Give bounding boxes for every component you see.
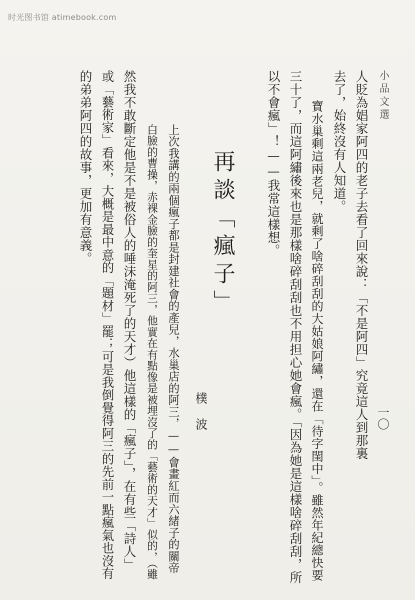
running-header-title: 小品文選 bbox=[377, 70, 388, 122]
article-author: 樸波 bbox=[194, 392, 208, 444]
text-column: 以不會瘋」！——我常這樣想。 bbox=[266, 70, 281, 257]
text-column: 上次我講的兩個瘋子都是封建社會的產兒，水巢店的阿三，——會畫紅而六緒子的關帝 bbox=[167, 124, 180, 574]
text-column: 人貶為娼家阿四的老子去看了回來說：「不是阿四」究竟這人到那裏 bbox=[354, 70, 369, 460]
article-title: 再談「瘋子」 bbox=[210, 150, 235, 318]
text-column: 或「藝術家」看來，大概是最中意的「題材」罷；可是我倒覺得阿三的先前一點瘋氣也沒有 bbox=[100, 70, 114, 580]
page-number: 一〇 bbox=[376, 406, 390, 430]
text-column: 去了，始終沒有人知道。 bbox=[332, 70, 347, 213]
text-column: 三十了，而這阿繡後來也是那樣啥碎刮刮也不用担心她會瘋。「因為她是這樣啥碎刮刮，所 bbox=[288, 70, 303, 584]
site-watermark: 时光图书馆 atimebook.com bbox=[8, 13, 117, 22]
text-column: 白臉的曹操，赤裸金臉的奎星的阿三，他實在有點像是被埋沒了的「藝術的天才」似的，（雖 bbox=[146, 124, 159, 580]
text-column: 的弟弟阿四的故事，更加有意義。 bbox=[78, 70, 93, 265]
text-column: 然我不敢斷定他是不是被俗人的唾沫淹死了的天才）他這樣的「瘋子」，在有些「詩人」 bbox=[122, 70, 137, 571]
text-column: 寶水巢剩這兩老兒，就剩了啥碎刮刮的大姑娘阿繡，還在「待字閨中」。雖然年紀總快要 bbox=[310, 100, 324, 582]
